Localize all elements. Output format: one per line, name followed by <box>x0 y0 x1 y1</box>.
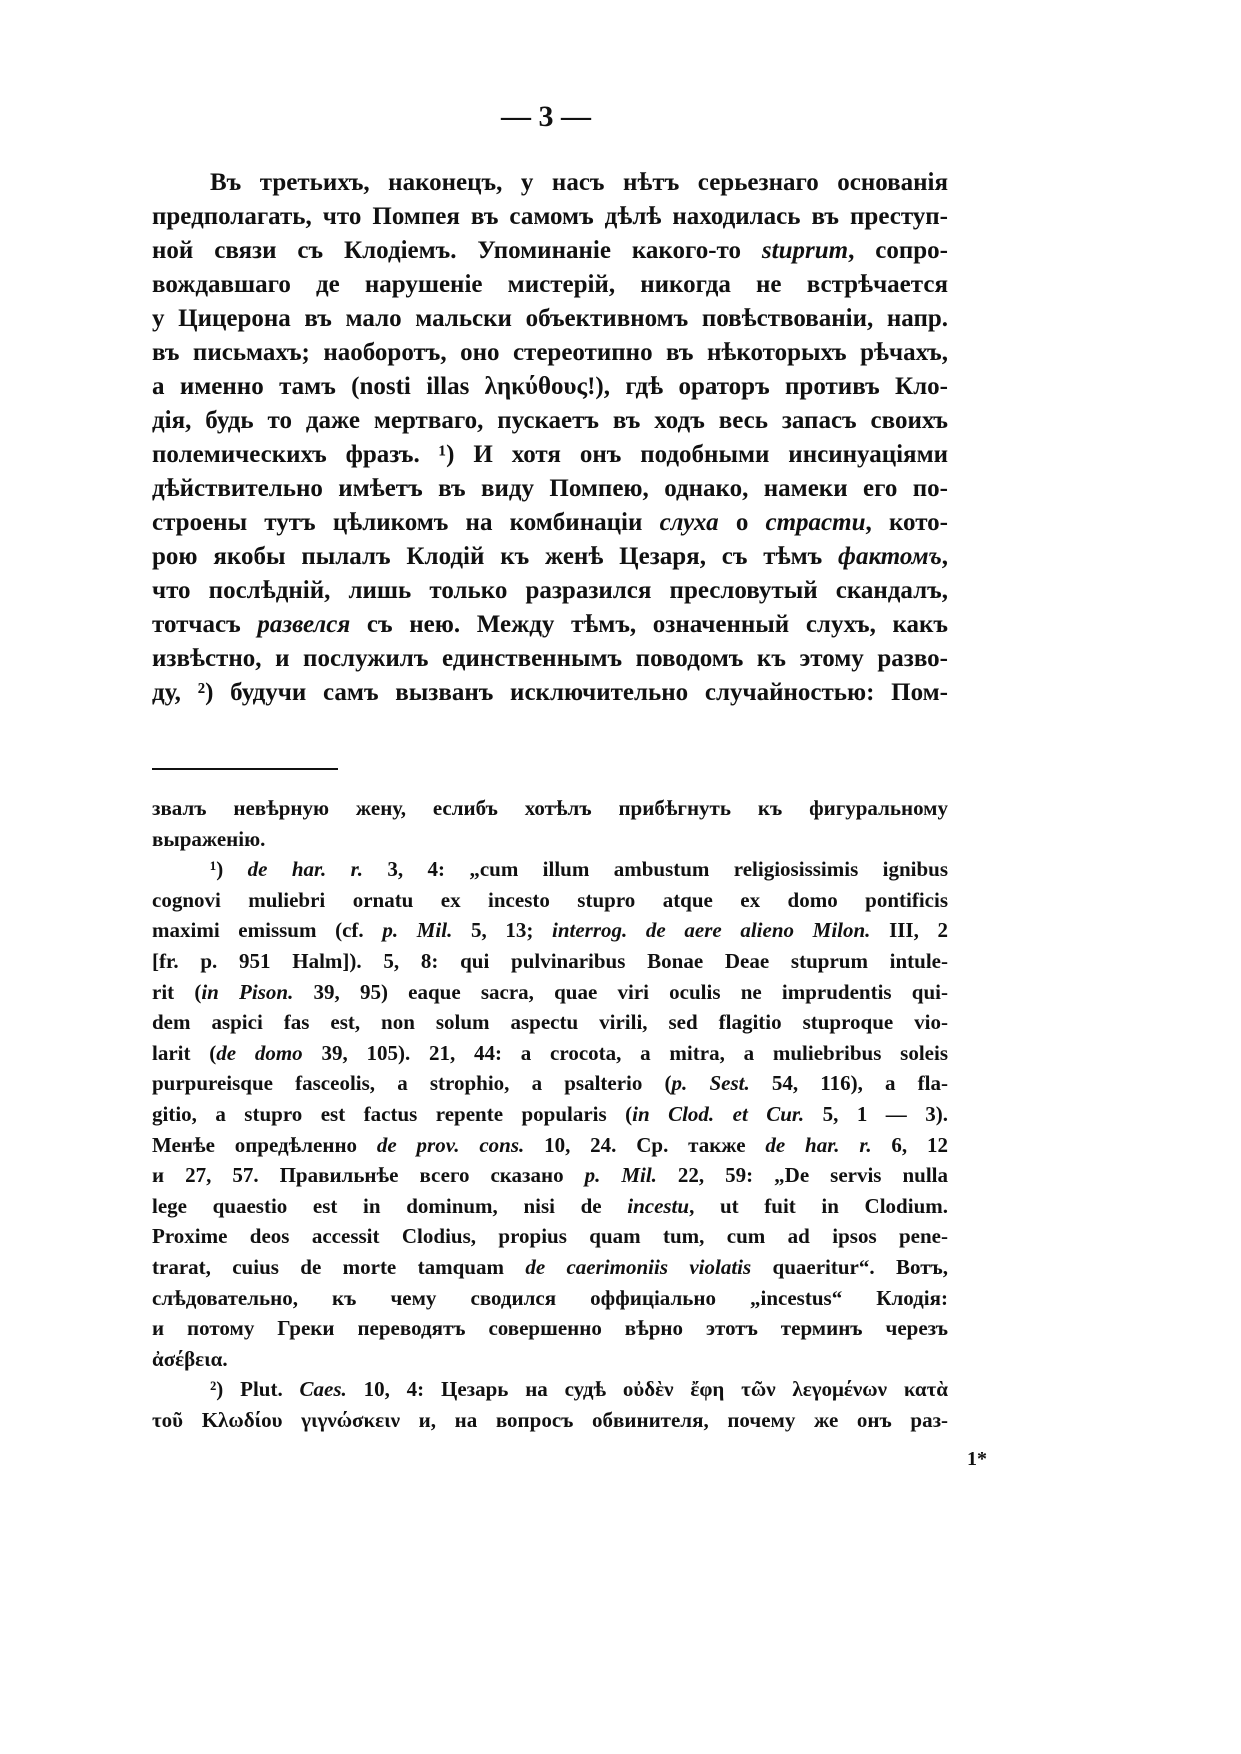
text-segment: извѣстно, и послужилъ единственнымъ поводомъ къ этому разво- <box>152 645 948 672</box>
text-line <box>152 268 948 302</box>
footnote-line <box>152 1191 948 1222</box>
main-text <box>152 166 948 710</box>
text-segment: слѣдовательно, къ чему сводился оффиціально „incestus“ Клодія: <box>152 1285 948 1310</box>
text-segment: trarat, cuius de morte tamquam <box>152 1254 526 1279</box>
text-segment: , ut fuit in Clodium. <box>689 1193 948 1218</box>
text-segment: рою якобы пылалъ Клодій къ женѣ Цезаря, съ тѣмъ <box>152 543 839 570</box>
text-segment: 10, 24. Ср. также <box>524 1132 766 1157</box>
text-segment: звалъ невѣрную жену, еслибъ хотѣлъ прибѣгнуть къ фигуральному <box>152 796 948 820</box>
text-line <box>152 336 948 370</box>
italic-text: Caes. <box>299 1377 347 1402</box>
text-segment: 39, 105). 21, 44: a crocota, a mitra, a muliebribus soleis <box>302 1040 948 1065</box>
text-segment: дія, будь то даже мертваго, пускаетъ въ ходъ весь запасъ своихъ <box>152 407 948 434</box>
text-segment: τοῦ Κλωδίου γιγνώσκειν и, на вопросъ обвинителя, почему же онъ раз- <box>152 1407 948 1432</box>
text-line <box>152 676 948 710</box>
text-segment: lege quaestio est in dominum, nisi de <box>152 1193 628 1218</box>
text-segment: gitio, a stupro est factus repente popularis ( <box>152 1101 633 1126</box>
text-segment: ἀσέβεια. <box>152 1346 228 1371</box>
italic-text: фактомъ <box>838 543 942 570</box>
text-segment: вождавшаго де нарушеніе мистерій, никогда не встрѣчается <box>152 271 948 298</box>
footnote-divider <box>152 768 338 770</box>
text-segment: у Цицерона въ мало мальски объективномъ повѣствованіи, напр. <box>152 305 948 332</box>
italic-text: in Clod. et Cur. <box>632 1101 805 1126</box>
text-line <box>152 370 948 404</box>
italic-text: in Pison. <box>201 979 294 1004</box>
footnote-line <box>152 793 948 824</box>
text-segment: , сопро- <box>848 237 948 264</box>
footnote-line <box>152 946 948 977</box>
text-line <box>152 642 948 676</box>
italic-text: страсти <box>765 509 866 536</box>
italic-text: de domo <box>216 1040 303 1065</box>
text-segment: о <box>718 509 766 536</box>
footnote-line <box>152 1099 948 1130</box>
text-segment: выраженію. <box>152 826 266 851</box>
text-segment: , кото- <box>865 509 948 536</box>
italic-text: p. Mil. <box>584 1163 657 1188</box>
text-segment: 39, 95) eaque sacra, quae viri oculis ne imprudentis qui- <box>293 979 948 1004</box>
text-segment: 3, 4: „cum illum ambustum religiosissimis ignibus <box>362 857 948 882</box>
italic-text: слуха <box>659 509 719 536</box>
text-line <box>152 506 948 540</box>
text-segment: съ нею. Между тѣмъ, означенный слухъ, какъ <box>350 611 948 638</box>
text-segment: и 27, 57. Правильнѣе всего сказано <box>152 1163 585 1188</box>
text-segment: и потому Греки переводятъ совершенно вѣрно этотъ терминъ черезъ <box>152 1316 948 1341</box>
text-segment: dem aspici fas est, non solum aspectu virili, sed flagitio stuproque vio- <box>152 1010 948 1035</box>
text-line <box>152 472 948 506</box>
footnote-line <box>152 885 948 916</box>
text-line <box>152 404 948 438</box>
text-segment: Въ третьихъ, наконецъ, у насъ нѣтъ серьезнаго основанія <box>210 169 948 196</box>
footnote-line <box>152 1130 948 1161</box>
footnote-line <box>152 977 948 1008</box>
footnote-line <box>152 1068 948 1099</box>
italic-text: interrog. de aere alieno Milon. <box>552 918 871 943</box>
text-segment: тотчасъ <box>152 611 258 638</box>
text-segment: дѣйствительно имѣетъ въ виду Помпею, однако, намеки его по- <box>152 475 948 502</box>
text-segment: larit ( <box>152 1040 217 1065</box>
text-line <box>152 540 948 574</box>
italic-text: p. Sest. <box>671 1071 750 1096</box>
footnote-line <box>152 1405 948 1436</box>
footnote-line <box>152 1283 948 1314</box>
text-segment: Proxime deos accessit Clodius, propius quam tum, cum ad ipsos pene- <box>152 1224 948 1249</box>
text-segment: quaeritur“. Вотъ, <box>751 1254 949 1279</box>
footnote-line <box>152 824 948 855</box>
footnote-line <box>152 1160 948 1191</box>
text-segment: 6, 12 <box>871 1132 948 1157</box>
italic-text: stuprum <box>761 237 849 264</box>
text-segment: полемическихъ фразъ. ¹) И хотя онъ подобными инсинуаціями <box>152 441 948 468</box>
text-line <box>152 234 948 268</box>
text-segment: ду, ²) будучи самъ вызванъ исключительно случайностью: Пом- <box>152 679 948 706</box>
footnote-line <box>152 915 948 946</box>
text-segment: III, 2 <box>870 918 948 943</box>
text-segment: ной связи съ Клодіемъ. Упоминаніе какого-то <box>152 237 762 264</box>
text-line <box>152 574 948 608</box>
text-line <box>152 200 948 234</box>
text-segment: 22, 59: „De servis nulla <box>656 1163 948 1188</box>
italic-text: развелся <box>257 611 351 638</box>
text-segment: purpureisque fasceolis, a strophio, a psalterio ( <box>152 1071 672 1096</box>
footnote-line <box>152 854 948 885</box>
text-segment: ²) Plut. <box>210 1377 300 1402</box>
text-segment: 10, 4: Цезарь на судѣ οὐδὲν ἔφη τῶν λεγομένων κατὰ <box>346 1377 949 1402</box>
text-segment: ¹) <box>210 857 248 882</box>
text-segment: 54, 116), a fla- <box>749 1071 948 1096</box>
text-line <box>152 438 948 472</box>
footnote-line <box>152 1221 948 1252</box>
footnote-line <box>152 1344 948 1375</box>
italic-text: de prov. cons. <box>376 1132 525 1157</box>
text-line <box>152 166 948 200</box>
signature-mark: 1* <box>967 1448 987 1470</box>
text-segment: строены тутъ цѣликомъ на комбинаціи <box>152 509 660 536</box>
footnotes <box>152 793 948 1435</box>
text-segment: maximi emissum (cf. <box>152 918 383 943</box>
footnote-line <box>152 1252 948 1283</box>
text-segment: , <box>941 543 948 570</box>
italic-text: de caerimoniis violatis <box>525 1254 752 1279</box>
text-segment: cognovi muliebri ornatu ex incesto stupro atque ex domo pontificis <box>152 887 948 912</box>
footnote-line <box>152 1313 948 1344</box>
footnote-line <box>152 1038 948 1069</box>
text-segment: что послѣдній, лишь только разразился пресловутый скандалъ, <box>152 577 948 604</box>
page-number: — 3 — <box>501 100 591 133</box>
text-segment: 5, 13; <box>452 918 553 943</box>
italic-text: p. Mil. <box>382 918 453 943</box>
text-segment: rit ( <box>152 979 202 1004</box>
text-segment: а именно тамъ (nosti illas ληκύθους!), гдѣ ораторъ противъ Кло- <box>152 373 948 400</box>
italic-text: incestu <box>627 1193 690 1218</box>
text-line <box>152 302 948 336</box>
text-segment: предполагать, что Помпея въ самомъ дѣлѣ находилась въ преступ- <box>152 203 948 230</box>
footnote-line <box>152 1374 948 1405</box>
text-segment: Менѣе опредѣленно <box>152 1132 377 1157</box>
text-segment: 5, 1 — 3). <box>804 1101 948 1126</box>
text-segment: въ письмахъ; наоборотъ, оно стереотипно въ нѣкоторыхъ рѣчахъ, <box>152 339 948 366</box>
italic-text: de har. r. <box>247 857 363 882</box>
footnote-line <box>152 1007 948 1038</box>
italic-text: de har. r. <box>765 1132 872 1157</box>
text-segment: [fr. p. 951 Halm]). 5, 8: qui pulvinaribus Bonae Deae stuprum intule- <box>152 948 948 973</box>
text-line <box>152 608 948 642</box>
